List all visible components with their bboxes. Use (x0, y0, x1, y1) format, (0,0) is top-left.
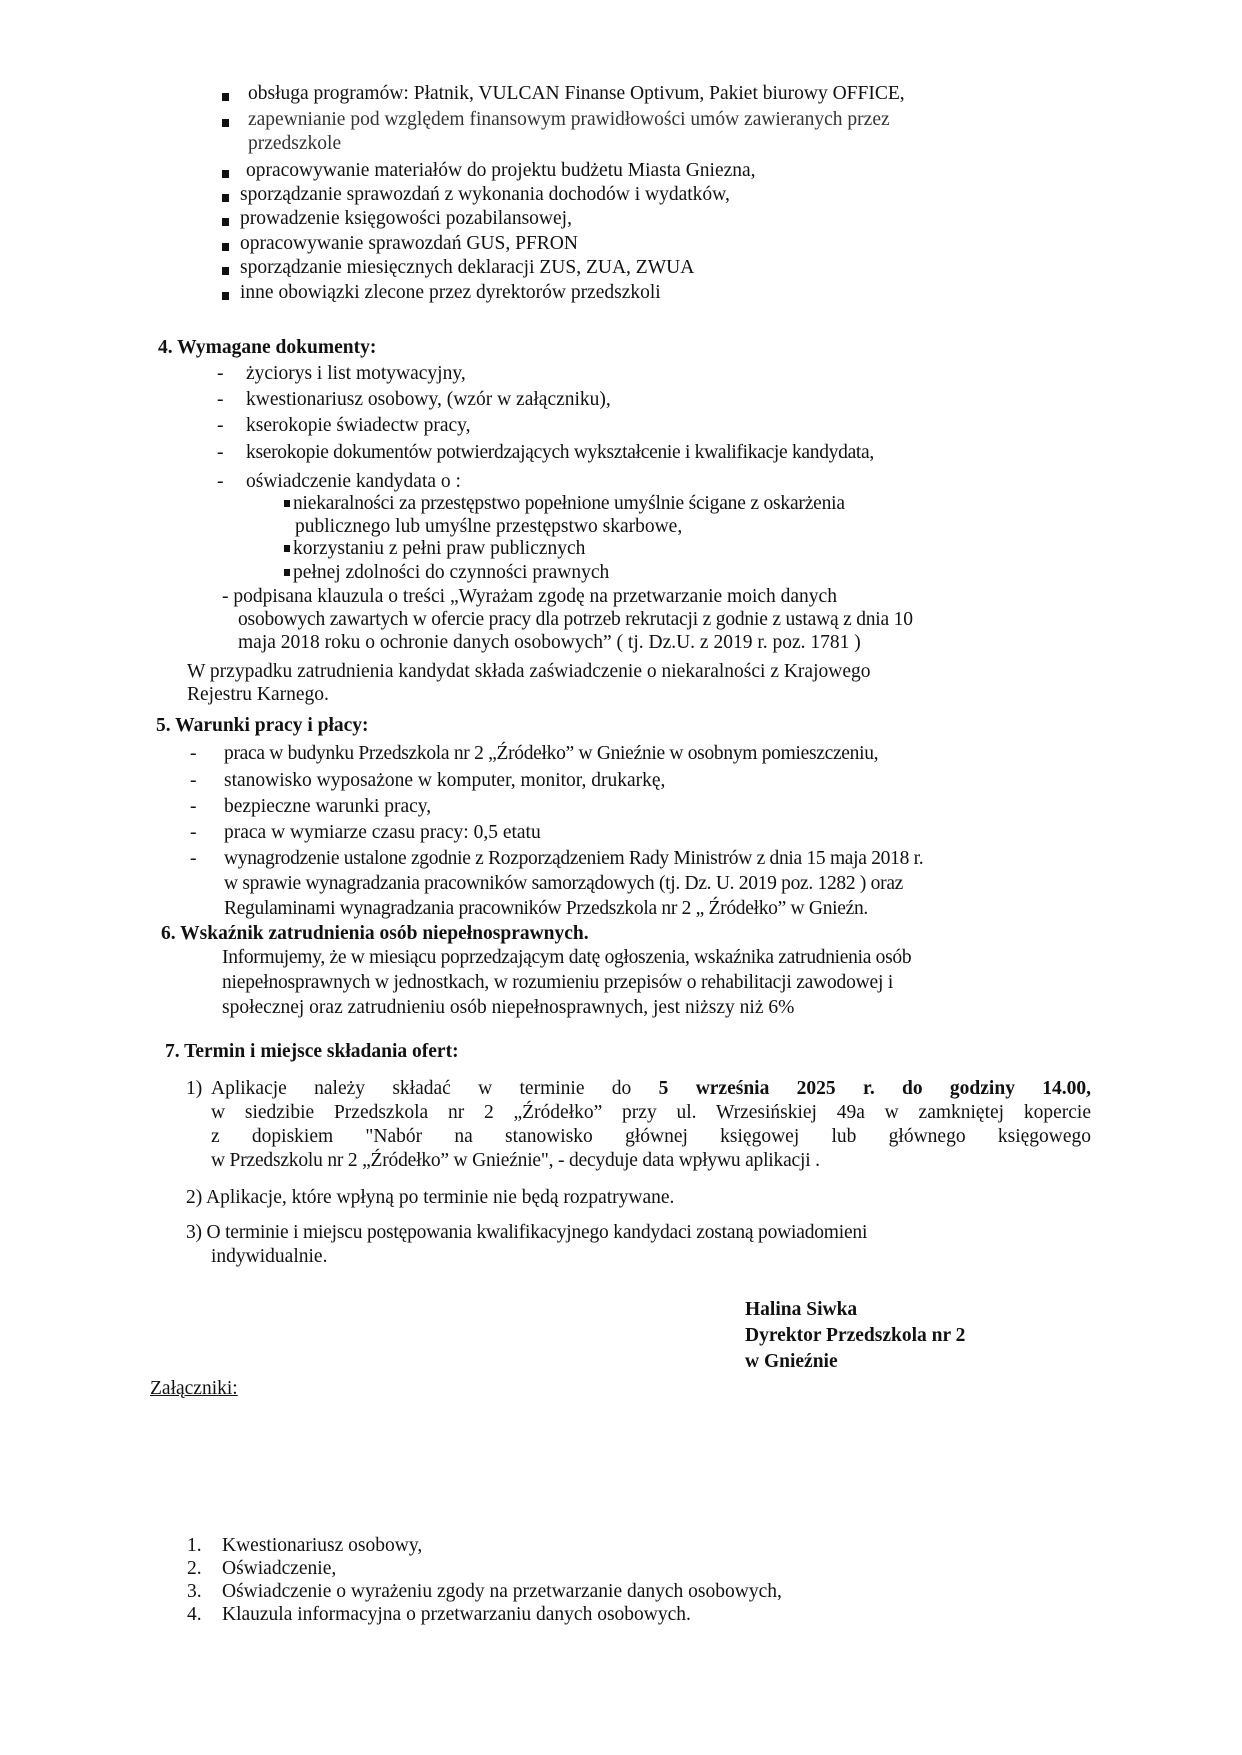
sub-list-item: korzystaniu z pełni praw publicznych (293, 538, 586, 559)
dash-bullet-icon: - (190, 848, 197, 869)
list-item-continuation: indywidualnie. (211, 1246, 328, 1267)
note-text: Rejestru Karnego. (187, 684, 329, 705)
dash-bullet-icon: - (190, 822, 197, 843)
list-item: życiorys i list motywacyjny, (246, 363, 466, 384)
square-bullet-icon (284, 545, 290, 552)
dash-bullet-icon: - (190, 743, 197, 764)
list-item: kwestionariusz osobowy, (wzór w załączniku), (246, 389, 611, 410)
sub-list-item: pełnej zdolności do czynności prawnych (293, 562, 610, 583)
square-bullet-icon (222, 93, 229, 101)
deadline-text: Aplikacje należy składać w terminie do (211, 1078, 632, 1099)
list-item: inne obowiązki zlecone przez dyrektorów przedszkoli (240, 282, 661, 303)
list-item: wynagrodzenie ustalone zgodnie z Rozporządzeniem Rady Ministrów z dnia 15 maja 2018 r. (224, 848, 924, 869)
dash-bullet-icon: - (217, 363, 224, 384)
section-heading: 6. Wskaźnik zatrudnienia osób niepełnosprawnych. (161, 923, 589, 944)
square-bullet-icon (284, 500, 290, 507)
dash-bullet-icon: - (217, 389, 224, 410)
sub-list-item-continuation: publicznego lub umyślne przestępstwo skarbowe, (295, 516, 683, 537)
paragraph-line: z dopiskiem "Nabór na stanowisko głównej księgowej lub głównego księgowego (211, 1126, 1091, 1147)
square-bullet-icon (222, 119, 229, 127)
list-item: sporządzanie sprawozdań z wykonania dochodów i wydatków, (240, 184, 730, 205)
paragraph-line: w siedzibie Przedszkola nr 2 „Źródełko” przy ul. Wrzesińskiej 49a w zamkniętej kopercie (211, 1102, 1091, 1123)
square-bullet-icon (284, 569, 290, 576)
list-item: prowadzenie księgowości pozabilansowej, (240, 208, 572, 229)
square-bullet-icon (222, 194, 229, 202)
paragraph-line: niepełnosprawnych w jednostkach, w rozumieniu przepisów o rehabilitacji zawodowej i (222, 972, 894, 993)
attachment-item: Oświadczenie, (222, 1558, 337, 1579)
note-text: W przypadku zatrudnienia kandydat składa zaświadczenie o niekaralności z Krajowego (187, 661, 871, 682)
dash-bullet-icon: - (190, 770, 197, 791)
square-bullet-icon (222, 292, 229, 300)
list-item: kserokopie dokumentów potwierdzających wykształcenie i kwalifikacje kandydata, (246, 442, 874, 463)
dash-bullet-icon: - (217, 415, 224, 436)
dash-bullet-icon: - (190, 796, 197, 817)
paragraph-line: w Przedszkolu nr 2 „Źródełko” w Gnieźnie", - decyduje data wpływu aplikacji . (211, 1150, 820, 1171)
square-bullet-icon (222, 218, 229, 226)
list-item: 3) O terminie i miejscu postępowania kwalifikacyjnego kandydaci zostaną powiadomieni (186, 1222, 868, 1243)
square-bullet-icon (222, 243, 229, 251)
list-item: opracowywanie materiałów do projektu budżetu Miasta Gniezna, (246, 160, 756, 181)
list-item: praca w budynku Przedszkola nr 2 „Źródełko” w Gnieźnie w osobnym pomieszczeniu, (224, 743, 879, 764)
consent-clause: maja 2018 roku o ochronie danych osobowych” ( tj. Dz.U. z 2019 r. poz. 1781 ) (238, 632, 861, 653)
section-heading: 4. Wymagane dokumenty: (158, 337, 377, 358)
consent-clause: osobowych zawartych w ofercie pracy dla potrzeb rekrutacji z godnie z ustawą z dnia 10 (238, 609, 913, 630)
attachment-item: Oświadczenie o wyrażeniu zgody na przetwarzanie danych osobowych, (222, 1581, 782, 1602)
list-item: zapewnianie pod względem finansowym prawidłowości umów zawieranych przez (248, 109, 890, 130)
consent-clause: - podpisana klauzula o treści „Wyrażam zgodę na przetwarzanie moich danych (222, 586, 837, 607)
attachment-number: 4. (187, 1604, 202, 1625)
list-item: obsługa programów: Płatnik, VULCAN Finanse Optivum, Pakiet biurowy OFFICE, (248, 83, 905, 104)
attachment-item: Kwestionariusz osobowy, (222, 1535, 423, 1556)
sub-list-item: niekaralności za przestępstwo popełnione umyślnie ścigane z oskarżenia (293, 493, 845, 514)
list-item-continuation: w sprawie wynagradzania pracowników samorządowych (tj. Dz. U. 2019 poz. 1282 ) oraz (224, 873, 904, 894)
attachment-number: 3. (187, 1581, 202, 1602)
list-item: bezpieczne warunki pracy, (224, 796, 432, 817)
list-item: 2) Aplikacje, które wpłyną po terminie nie będą rozpatrywane. (186, 1187, 675, 1208)
deadline-date: 5 września 2025 r. do godziny 14.00, (658, 1078, 1092, 1099)
list-item: sporządzanie miesięcznych deklaracji ZUS, ZUA, ZWUA (240, 257, 695, 278)
list-item: praca w wymiarze czasu pracy: 0,5 etatu (224, 822, 541, 843)
section-heading: 7. Termin i miejsce składania ofert: (165, 1041, 459, 1062)
square-bullet-icon (222, 170, 229, 178)
attachment-number: 2. (187, 1558, 202, 1579)
dash-bullet-icon: - (217, 442, 224, 463)
list-number: 1) (186, 1078, 203, 1099)
paragraph-line: społecznej oraz zatrudnieniu osób niepełnosprawnych, jest niższy niż 6% (222, 997, 795, 1018)
section-heading: 5. Warunki pracy i płacy: (156, 715, 369, 736)
dash-bullet-icon: - (217, 471, 224, 492)
deadline-line (211, 1077, 1091, 1101)
paragraph-line: Informujemy, że w miesiącu poprzedzającym datę ogłoszenia, wskaźnika zatrudnienia osób (222, 947, 912, 968)
signatory-place: w Gnieźnie (745, 1351, 838, 1372)
signatory-name: Halina Siwka (745, 1299, 858, 1320)
square-bullet-icon (222, 267, 229, 275)
list-item: oświadczenie kandydata o : (246, 471, 461, 492)
list-item: opracowywanie sprawozdań GUS, PFRON (240, 233, 578, 254)
attachments-heading: Załączniki: (150, 1378, 238, 1399)
list-item: stanowisko wyposażone w komputer, monitor, drukarkę, (224, 770, 666, 791)
attachment-number: 1. (187, 1535, 202, 1556)
list-item-continuation: Regulaminami wynagradzania pracowników Przedszkola nr 2 „ Źródełko” w Gnieźn. (224, 898, 869, 919)
signatory-title: Dyrektor Przedszkola nr 2 (745, 1325, 966, 1346)
list-item-continuation: przedszkole (248, 133, 342, 154)
list-item: kserokopie świadectw pracy, (246, 415, 471, 436)
attachment-item: Klauzula informacyjna o przetwarzaniu danych osobowych. (222, 1604, 691, 1625)
